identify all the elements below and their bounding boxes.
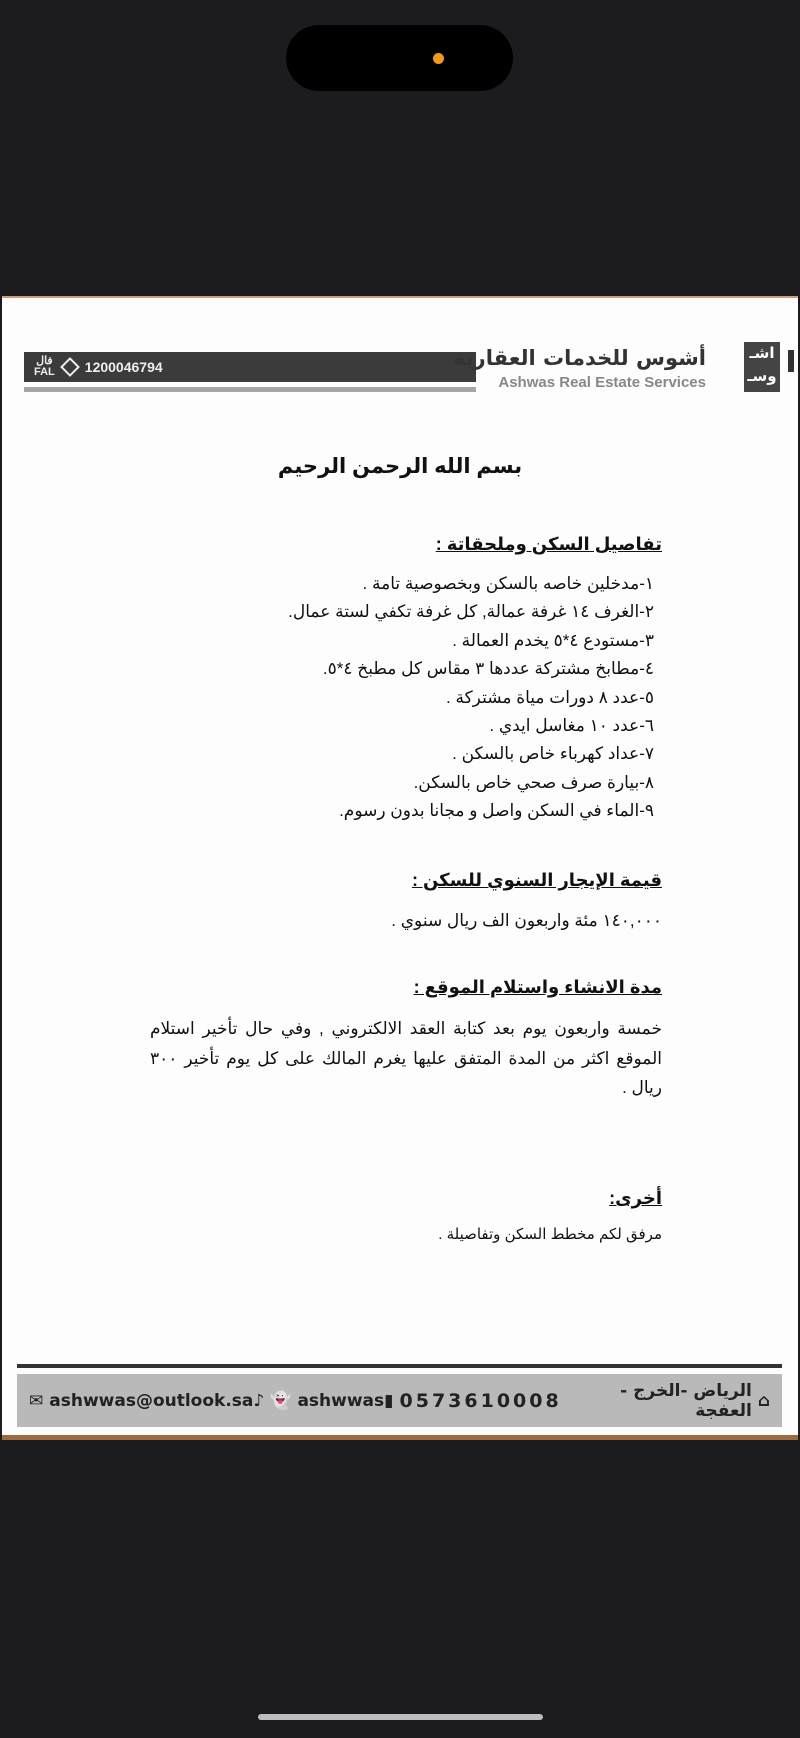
dynamic-island (286, 25, 513, 91)
fal-logo: فال FAL (34, 355, 55, 378)
license-bar (24, 352, 476, 382)
list-item: ٦-عدد ١٠ مغاسل ايدي . (489, 716, 654, 736)
document-photo (2, 296, 798, 1440)
rent-text: ١٤٠,٠٠٠ مئة واربعون الف ريال سنوي . (391, 911, 662, 930)
footer-email: ashwwas@outlook.sa (49, 1390, 254, 1411)
logo-mark (788, 350, 794, 372)
snapchat-icon: 👻 (270, 1390, 292, 1411)
home-indicator[interactable] (258, 1714, 543, 1720)
footer-phone: 0573610008 (399, 1389, 562, 1412)
details-list (288, 570, 654, 826)
home-icon: ⌂ (757, 1390, 770, 1411)
list-item: ٥-عدد ٨ دورات مياة مشتركة . (446, 687, 654, 707)
footer-social: ashwwas (297, 1390, 385, 1411)
footer-address: الرياض -الخرج - العفجة (620, 1380, 752, 1421)
footer-divider (17, 1364, 782, 1368)
section-heading-construction: مدة الانشاء واستلام الموقع : (413, 977, 662, 997)
list-item: ٨-بيارة صرف صحي خاص بالسكن. (413, 772, 654, 792)
privacy-indicator-dot (433, 53, 444, 64)
list-item: ٤-مطابخ مشتركة عددها ٣ مقاس كل مطبخ ٤*٥. (322, 659, 654, 679)
contact-footer (17, 1374, 782, 1427)
list-item: ١-مدخلين خاصه بالسكن وبخصوصية تامة . (362, 574, 654, 593)
section-heading-details: تفاصيل السكن وملحقاتة : (435, 534, 662, 554)
fal-diamond-icon (60, 357, 80, 377)
company-logo: اشـ وسـ (744, 342, 780, 392)
list-item: ٢-الغرف ١٤ غرفة عمالة, كل غرفة تكفي لستة عمال. (288, 602, 654, 622)
phone-icon: ▮ (384, 1390, 394, 1411)
company-name-ar: أشوس للخدمات العقارية (453, 346, 706, 370)
header-divider (24, 387, 476, 392)
mail-icon: ✉ (29, 1390, 44, 1411)
section-heading-rent: قيمة الإيجار السنوي للسكن : (411, 870, 662, 890)
other-text: مرفق لكم مخطط السكن وتفاصيلة . (438, 1226, 662, 1243)
basmala: بسم الله الرحمن الرحيم (277, 455, 523, 478)
list-item: ٩-الماء في السكن واصل و مجانا بدون رسوم. (339, 801, 654, 821)
license-number: 1200046794 (84, 359, 163, 375)
list-item: ٣-مستودع ٤*٥ يخدم العمالة . (452, 630, 654, 650)
tiktok-icon: ♪ (253, 1390, 265, 1411)
section-heading-other: أخرى: (609, 1188, 662, 1208)
list-item: ٧-عداد كهرباء خاص بالسكن . (452, 744, 654, 764)
company-name-en: Ashwas Real Estate Services (498, 374, 706, 391)
construction-text: خمسة واربعون يوم بعد كتابة العقد الالكتروني , وفي حال تأخير استلام الموقع اكثر من المدة المتفق عليها يغرم المالك على كل يوم تأخير ٣٠٠ ريال . (150, 1019, 662, 1097)
